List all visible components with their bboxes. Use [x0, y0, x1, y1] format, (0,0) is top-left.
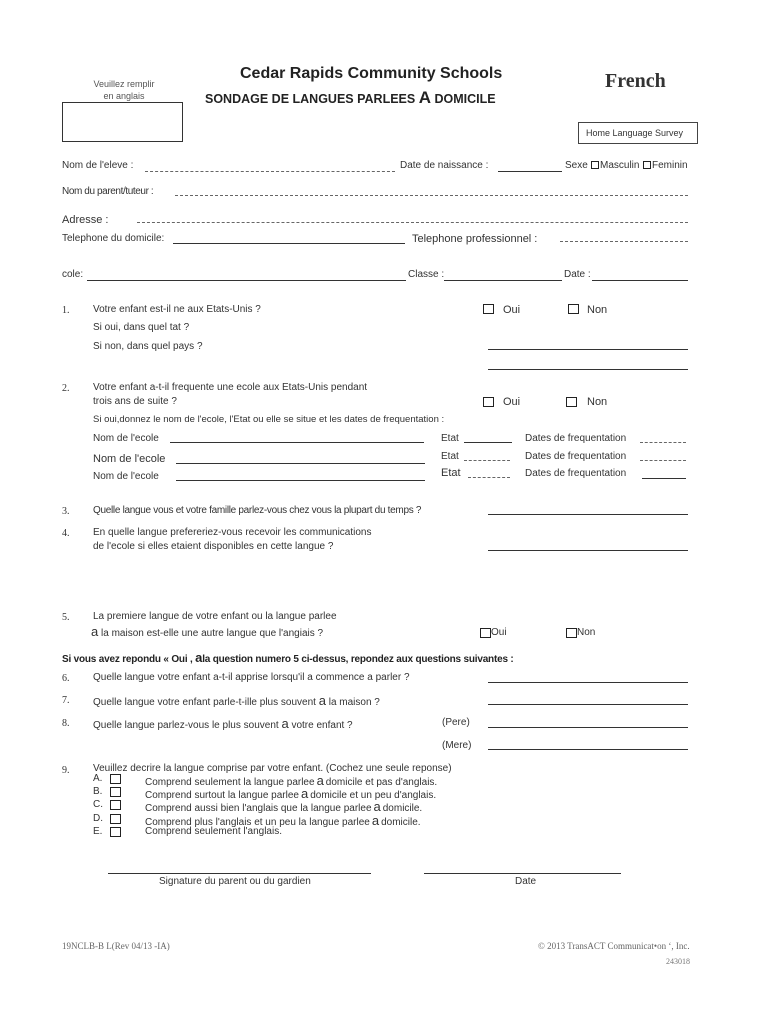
q4-text-line2: de l'ecole si elles etaient disponibles en cette langue ? — [93, 541, 334, 552]
q1-yes-label: Oui — [503, 304, 521, 316]
q3-number: 3. — [62, 506, 70, 517]
form-number: 243018 — [666, 957, 690, 966]
signature-date-label: Date — [515, 876, 537, 887]
q9-option-checkbox[interactable] — [110, 827, 121, 837]
q5-text-rest: la maison est-elle une autre langue que l'angiais ? — [101, 628, 324, 639]
q2-state-field-3[interactable] — [468, 477, 510, 478]
q7-text-end: la maison ? — [328, 697, 380, 708]
q2-dates-label-2: Dates de frequentation — [525, 451, 627, 462]
q7-number: 7. — [62, 695, 70, 706]
q8-father-field[interactable] — [488, 727, 688, 728]
signature-date-field[interactable] — [424, 873, 621, 874]
followup-instruction-a: a — [195, 650, 203, 665]
survey-subtitle-end: DOMICILE — [434, 92, 496, 106]
q2-state-label-2: Etat — [441, 451, 459, 462]
q9-option-checkbox[interactable] — [110, 814, 121, 824]
address-label: Adresse : — [62, 214, 109, 226]
q9-option-text-main: Comprend seulement l'anglais. — [145, 826, 282, 837]
survey-label-box — [578, 122, 698, 144]
q3-field[interactable] — [488, 514, 688, 515]
q9-option-letter: A. — [93, 773, 103, 784]
parent-name-label: Nom du parent/tuteur : — [62, 186, 154, 197]
school-field[interactable] — [87, 280, 406, 281]
class-label: Classe : — [408, 269, 445, 280]
q5-number: 5. — [62, 612, 70, 623]
q2-state-label-1: Etat — [441, 433, 459, 444]
q1-no-checkbox[interactable] — [568, 304, 579, 314]
q9-option-text-a: a — [373, 799, 381, 814]
instruction-note — [80, 78, 168, 102]
q9-option-text-main: Comprend plus l'anglais et un peu la langue parlee — [145, 817, 370, 828]
q9-option-text — [145, 826, 282, 837]
followup-instruction-quote: « Oui , — [163, 654, 193, 665]
q9-option-text-end: domicile et un peu d'anglais. — [310, 790, 437, 801]
q8-number: 8. — [62, 718, 70, 729]
followup-instruction-end: la question numero 5 ci-dessus, repondez aux questions suivantes : — [202, 654, 514, 665]
q5-yes-label: Oui — [491, 627, 507, 638]
male-label: Masculin — [600, 160, 640, 171]
survey-label: Home Language Survey — [586, 128, 684, 138]
followup-instruction — [62, 650, 514, 665]
date-field[interactable] — [592, 280, 688, 281]
q2-dates-label-3: Dates de frequentation — [525, 468, 627, 479]
parent-name-field[interactable] — [175, 195, 688, 196]
q2-school-field-1[interactable] — [170, 442, 424, 443]
q9-option-text-a: a — [300, 786, 309, 801]
q1-no-label: Non — [587, 304, 608, 316]
q9-text: Veuillez decrire la langue comprise par votre enfant. (Cochez une seule reponse) — [93, 763, 452, 774]
q5-text-line1: La premiere langue de votre enfant ou la langue parlee — [93, 611, 337, 622]
q4-text-line1: En quelle langue prefereriez-vous recevoir les communications — [93, 527, 372, 538]
survey-subtitle-main: SONDAGE DE LANGUES PARLEES — [205, 92, 416, 106]
q2-school-label-2: Nom de l'ecole — [93, 453, 166, 465]
work-phone-field[interactable] — [560, 241, 688, 242]
survey-subtitle — [205, 88, 496, 108]
q9-option-letter: E. — [93, 826, 103, 837]
date-label: Date : — [564, 269, 591, 280]
followup-instruction-start: Si vous avez repondu — [62, 654, 161, 665]
q9-option-text-end: domicile. — [382, 803, 423, 814]
q6-text: Quelle langue votre enfant a-t-il apprise lorsqu'il a commence a parler ? — [93, 672, 410, 683]
q1-sub-yes: Si oui, dans quel tat ? — [93, 322, 190, 333]
q1-country-field[interactable] — [488, 369, 688, 370]
q2-text-line2: trois ans de suite ? — [93, 396, 177, 407]
q2-no-checkbox[interactable] — [566, 397, 577, 407]
q9-option-checkbox[interactable] — [110, 800, 121, 810]
female-checkbox[interactable] — [643, 161, 651, 169]
q5-text-line2 — [91, 624, 323, 639]
q8-text-a: a — [281, 716, 289, 731]
q4-number: 4. — [62, 528, 70, 539]
student-name-label: Nom de l'eleve : — [62, 160, 134, 171]
q1-state-field[interactable] — [488, 349, 688, 350]
q6-field[interactable] — [488, 682, 688, 683]
school-title: Cedar Rapids Community Schools — [240, 65, 503, 82]
q2-text-line1: Votre enfant a-t-il frequente une ecole aux Etats-Unis pendant — [93, 382, 368, 393]
q9-option-letter: B. — [93, 786, 103, 797]
q8-mother-field[interactable] — [488, 749, 688, 750]
q5-text-a: a — [91, 624, 99, 639]
q2-number: 2. — [62, 383, 70, 394]
office-use-box — [62, 102, 183, 142]
work-phone-label: Telephone professionnel : — [412, 233, 538, 245]
q4-field[interactable] — [488, 550, 688, 551]
q7-text-main: Quelle langue votre enfant parle-t-ille plus souvent — [93, 697, 316, 708]
q3-text: Quelle langue vous et votre famille parlez-vous chez vous la plupart du temps ? — [93, 505, 422, 516]
q1-yes-checkbox[interactable] — [483, 304, 494, 314]
survey-subtitle-a: A — [418, 88, 431, 107]
q2-school-label-3: Nom de l'ecole — [93, 471, 159, 482]
q2-state-field-2[interactable] — [464, 460, 510, 461]
q8-text-main: Quelle langue parlez-vous le plus souvent — [93, 720, 279, 731]
instruction-note-line1: Veuillez remplir — [93, 79, 155, 89]
q2-no-label: Non — [587, 396, 608, 408]
q9-option-text-main: Comprend aussi bien l'anglais que la langue parlee — [145, 803, 372, 814]
sex-label: Sexe — [565, 160, 588, 171]
q9-option-text-end: domicile. — [381, 817, 421, 828]
q8-mother-label: (Mere) — [442, 740, 472, 751]
q8-text-end: votre enfant ? — [291, 720, 353, 731]
q7-text-a: a — [318, 693, 326, 708]
signature-field[interactable] — [108, 873, 371, 874]
q9-option-letter: D. — [93, 813, 103, 824]
instruction-note-line2: en anglais — [103, 91, 145, 101]
address-field[interactable] — [137, 222, 688, 223]
birth-date-field[interactable] — [498, 171, 562, 172]
home-phone-label: Telephone du domicile: — [62, 233, 165, 244]
q1-number: 1. — [62, 305, 70, 316]
q9-option-text-end: domicile et pas d'anglais. — [325, 777, 438, 788]
q9-option-checkbox[interactable] — [110, 774, 121, 784]
q8-text — [93, 716, 353, 731]
q5-no-checkbox[interactable] — [566, 628, 577, 638]
language-title: French — [605, 70, 666, 92]
q9-number: 9. — [62, 765, 70, 776]
q7-field[interactable] — [488, 704, 688, 705]
q5-yes-checkbox[interactable] — [480, 628, 491, 638]
class-field[interactable] — [444, 280, 562, 281]
male-checkbox[interactable] — [591, 161, 599, 169]
q9-option-text-main: Comprend surtout la langue parlee — [145, 790, 299, 801]
signature-label: Signature du parent ou du gardien — [159, 876, 311, 887]
q2-dates-field-1[interactable] — [640, 442, 686, 443]
q9-option-text-a: a — [371, 813, 380, 828]
school-label: cole: — [62, 269, 84, 280]
q8-father-label: (Pere) — [442, 717, 470, 728]
q1-sub-no: Si non, dans quel pays ? — [93, 341, 203, 352]
q2-state-label-3: Etat — [441, 467, 461, 479]
copyright: © 2013 TransACT Communicat•on ‘, Inc. — [538, 941, 690, 951]
q2-sub: Si oui,donnez le nom de l'ecole, l'Etat ou elle se situe et les dates de frequentation : — [93, 414, 445, 425]
q2-dates-field-3[interactable] — [642, 478, 686, 479]
home-phone-field[interactable] — [173, 243, 405, 244]
q6-number: 6. — [62, 673, 70, 684]
q9-option-text-a: a — [316, 773, 324, 788]
q2-state-field-1[interactable] — [464, 442, 512, 443]
form-code: 19NCLB-B L(Rev 04/13 -IA) — [62, 941, 170, 951]
birth-date-label: Date de naissance : — [400, 160, 489, 171]
q9-option-letter: C. — [93, 799, 103, 810]
q9-option-checkbox[interactable] — [110, 787, 121, 797]
female-label: Feminin — [652, 160, 688, 171]
q9-option-text-main: Comprend seulement la langue parlee — [145, 777, 315, 788]
q2-dates-label-1: Dates de frequentation — [525, 433, 627, 444]
q9-option-text — [145, 799, 422, 814]
q2-school-field-2[interactable] — [176, 463, 425, 464]
q5-no-label: Non — [577, 627, 596, 638]
q2-school-label-1: Nom de l'ecole — [93, 433, 159, 444]
q1-text: Votre enfant est-il ne aux Etats-Unis ? — [93, 304, 261, 315]
q2-yes-checkbox[interactable] — [483, 397, 494, 407]
q2-yes-label: Oui — [503, 396, 521, 408]
student-name-field[interactable] — [145, 171, 395, 172]
q2-school-field-3[interactable] — [176, 480, 425, 481]
q2-dates-field-2[interactable] — [640, 460, 686, 461]
q7-text — [93, 693, 380, 708]
